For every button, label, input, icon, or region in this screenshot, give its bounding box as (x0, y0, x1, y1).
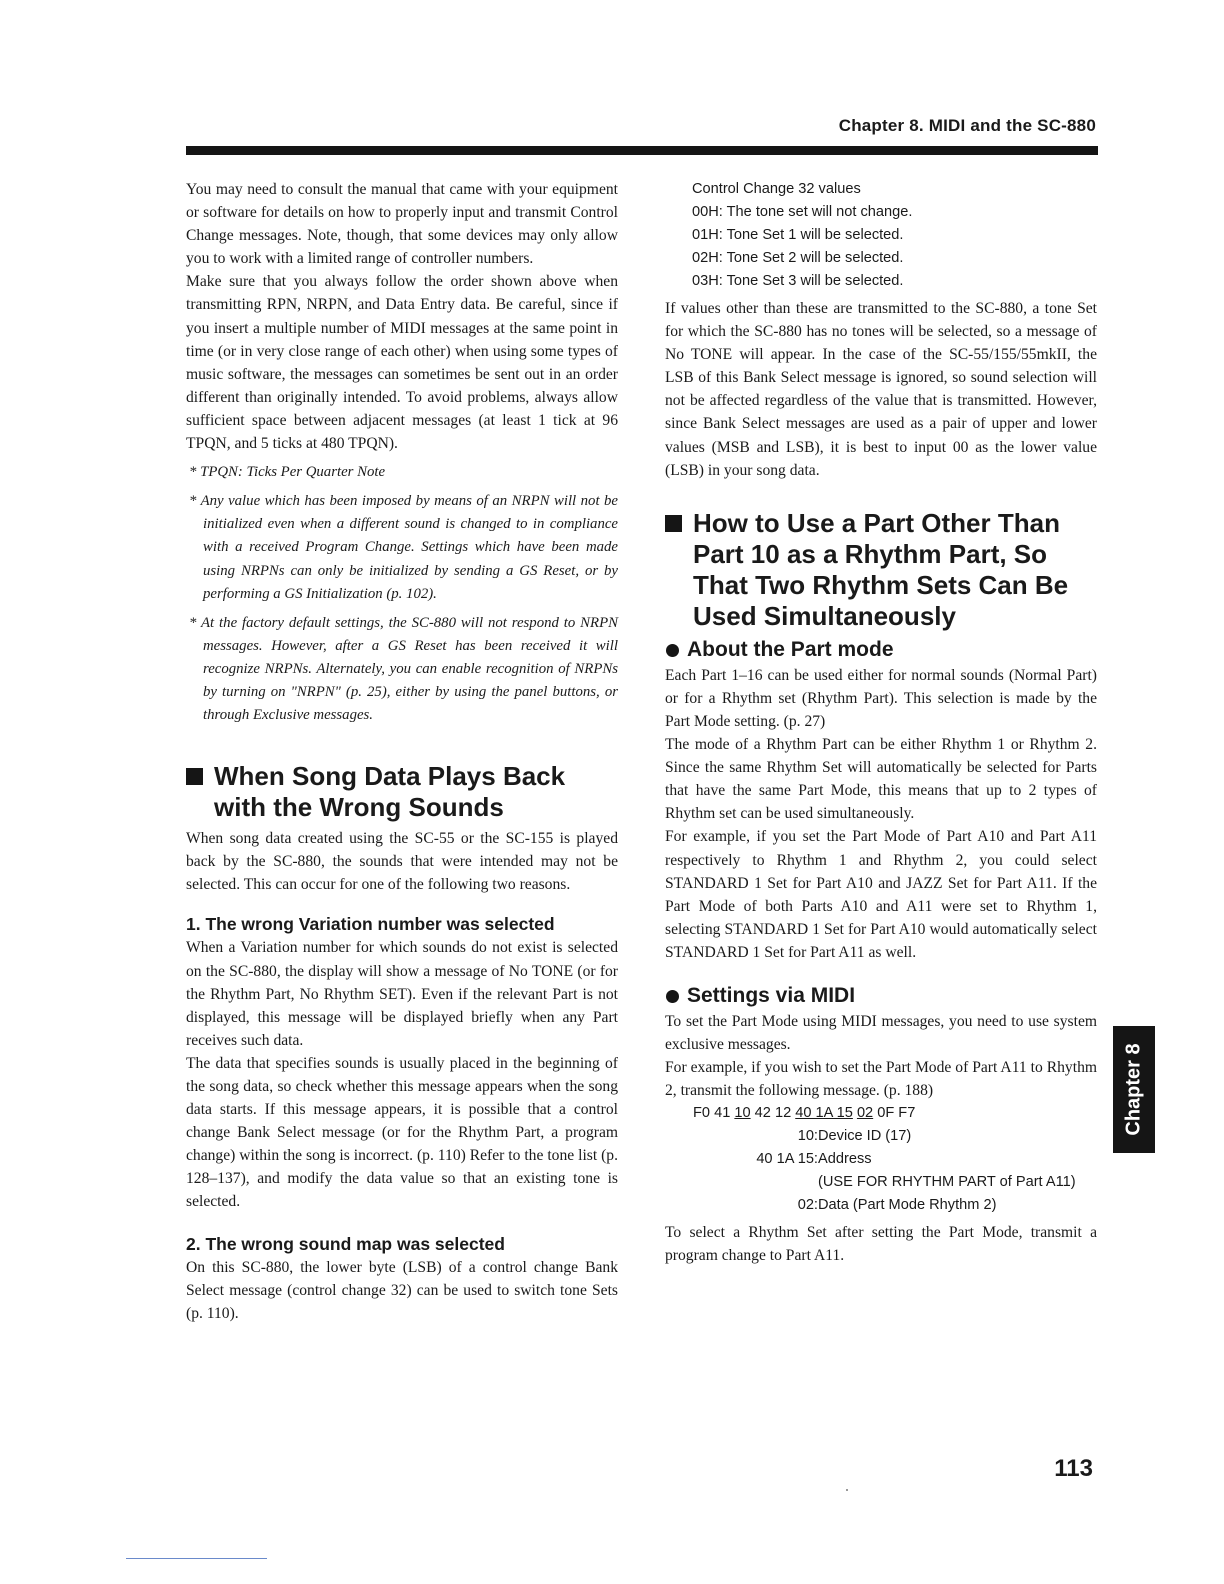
round-bullet-icon (666, 644, 679, 657)
intro-paragraph-1: You may need to consult the manual that came with your equipment or software for details on how to properly input and transmit Control Change messages. Note, though, that some devices may only allow you to work with a limited range of controller numbers. (186, 181, 618, 268)
square-bullet-icon (186, 768, 203, 785)
page-number: 113 (1054, 1455, 1093, 1482)
list-item: 00H: The tone set will not change. (692, 204, 913, 220)
intro-paragraph-2: Make sure that you always follow the order shown above when transmitting RPN, NRPN, and Data Entry data. Be careful, since if you insert a multiple number of MIDI messages at the same point in time (or in very close range of each other) when using some types of music software, the messages can sometimes be sent out in an order different than originally intended. To avoid problems, always allow sufficient space between adjacent messages (at least 1 tick at 96 TPQN, and 5 ticks at 480 TPQN). (186, 273, 618, 453)
list-item: Control Change 32 values (692, 181, 861, 197)
legend-row: (USE FOR RHYTHM PART of Part A11) (818, 1174, 1076, 1191)
legend-row: 40 1A 15: Address (756, 1151, 872, 1168)
note-tpqn: * TPQN: Ticks Per Quarter Note (189, 464, 386, 481)
left-column (186, 178, 618, 1325)
address-bytes: 40 1A 15 (795, 1105, 853, 1122)
note-nrpn-default: * At the factory default settings, the SC-880 will not respond to NRPN messages. However, after a GS Reset has been received it will recognize NRPNs. Alternately, you can enable recognition of NRPNs by turning on "NRPN" (p. 25), either by using the panel buttons, or through Exclusive messages. (189, 614, 618, 724)
legend-row: 10: Device ID (17) (797, 1128, 912, 1145)
list-item: 01H: Tone Set 1 will be selected. (692, 227, 904, 243)
wrong-sounds-paragraph: When song data created using the SC-55 or the SC-155 is played back by the SC-880, the sounds that were intended may not be selected. This can occur for one of the following two reasons. (186, 830, 618, 894)
device-id-byte: 10 (734, 1105, 751, 1122)
part-mode-paragraph-2: The mode of a Rhythm Part can be either Rhythm 1 or Rhythm 2. Since the same Rhythm Set will automatically be selected for Parts that have the same Part Mode, this means that up to 2 types of Rhythm set can be used simultaneously. (665, 736, 1097, 823)
header-rule (186, 146, 1098, 155)
part-mode-paragraph-1: Each Part 1–16 can be used either for normal sounds (Normal Part) or for a Rhythm set (Rhythm Part). This selection is made by the Part Mode setting. (p. 27) (665, 666, 1097, 730)
closing-paragraph: To select a Rhythm Set after setting the Part Mode, transmit a program change to Part A11. (665, 1224, 1097, 1265)
variation-paragraph-1: When a Variation number for which sounds do not exist is selected on the SC-880, the display will show a message of No TONE (or for the Rhythm Part, No Rhythm SET). Even if the relevant Part is not displayed, this message will be displayed briefly when any Part receives such data. (186, 939, 618, 1049)
variation-paragraph-2: The data that specifies sounds is usually placed in the beginning of the song data, so check whether this message appears when the song data starts. If this message appears, it is possible that a control change Bank Select message (or for the Rhythm Part, a program change) within the song is incorrect. (p. 110) Refer to the tone list (p. 128–137), and modify the data value so that an existing tone is selected. (186, 1054, 618, 1211)
subheading-part-mode: About the Part mode (665, 636, 1097, 664)
cc32-paragraph: If values other than these are transmitted to the SC-880, a tone Set for which the SC-880 has no tones will be selected, so a message of No TONE will appear. In the case of the SC-55/155/55mkII, the LSB of this Bank Select message is ignored, so sound selection will not be affected regardless of the value that is transmitted. However, since Bank Select messages are used as a pair of upper and lower values (MSB and LSB), it is best to input 00 as the lower value (LSB) in your song data. (665, 300, 1097, 479)
round-bullet-icon (666, 990, 679, 1003)
subheading-variation: 1. The wrong Variation number was selected (186, 914, 555, 935)
data-byte: 02 (856, 1105, 874, 1122)
cc32-values-list (665, 178, 1097, 293)
running-header: Chapter 8. MIDI and the SC-880 (838, 116, 1096, 135)
sysex-line: F0 41 10 42 12 40 1A 15 02 0F F7 (693, 1105, 916, 1122)
chapter-side-tab: Chapter 8 (1113, 1026, 1155, 1153)
part-mode-paragraph-3: For example, if you set the Part Mode of Part A10 and Part A11 respectively to Rhythm 1 and Rhythm 2, you could select STANDARD 1 Set for Part A10 and JAZZ Set for Part A11. If the Part Mode of both Parts A10 and A11 were set to Rhythm 1, selecting STANDARD 1 Set for Part A10 would automatically select STANDARD 1 Set for Part A11 as well. (665, 828, 1097, 961)
subheading-sound-map: 2. The wrong sound map was selected (186, 1233, 505, 1254)
section-heading-rhythm-part: How to Use a Part Other Than Part 10 as a Rhythm Part, So That Two Rhythm Sets Can Be Used Simultaneously (665, 508, 1097, 632)
list-item: 03H: Tone Set 3 will be selected. (692, 273, 904, 289)
right-column (665, 178, 1097, 1268)
square-bullet-icon (665, 515, 682, 532)
footer-line (126, 1558, 267, 1559)
scan-speck (846, 1489, 848, 1491)
subheading-settings-midi: Settings via MIDI (665, 982, 1097, 1010)
sysex-message (665, 1102, 1097, 1217)
legend-row: 02: Data (Part Mode Rhythm 2) (797, 1197, 997, 1214)
sound-map-paragraph: On this SC-880, the lower byte (LSB) of a control change Bank Select message (control change 32) can be used to switch tone Sets (p. 110). (186, 1258, 618, 1322)
section-heading-wrong-sounds: When Song Data Plays Back with the Wrong Sounds (186, 761, 618, 823)
midi-paragraph-2: For example, if you wish to set the Part Mode of Part A11 to Rhythm 2, transmit the following message. (p. 188) (665, 1059, 1097, 1100)
midi-paragraph-1: To set the Part Mode using MIDI messages, you need to use system exclusive messages. (665, 1012, 1097, 1054)
note-nrpn-init: * Any value which has been imposed by means of an NRPN will not be initialized even when a different sound is changed to in compliance with a received Program Change. Settings which have been made using NRPNs can only be initialized by sending a GS Reset, or by performing a GS Initialization (p. 102). (189, 493, 618, 602)
list-item: 02H: Tone Set 2 will be selected. (692, 250, 904, 266)
